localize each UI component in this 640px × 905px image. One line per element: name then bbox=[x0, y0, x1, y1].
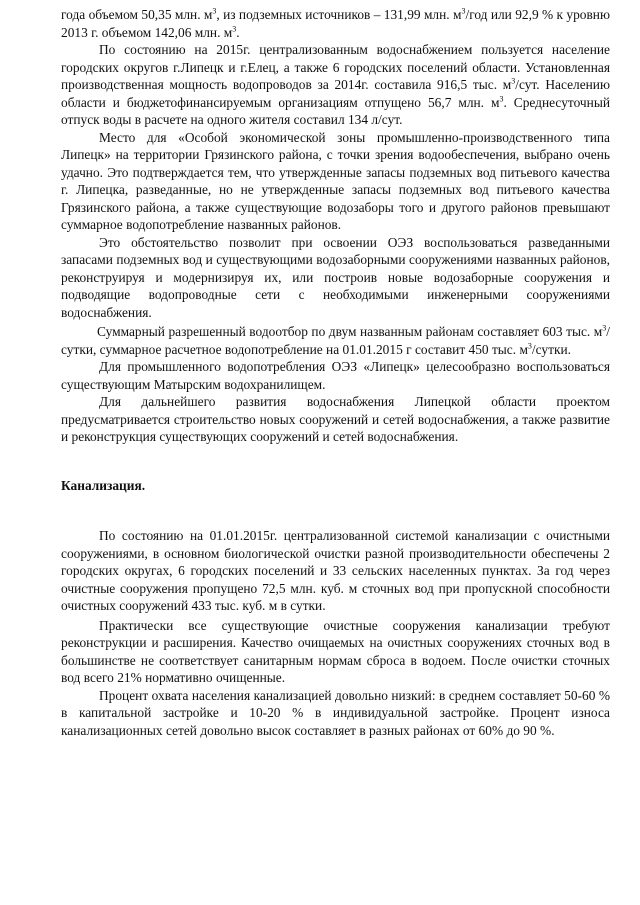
paragraph-sez-reserves: Это обстоятельство позволит при освоении ОЭЗ воспользоваться разведанными запасами подземных вод и существующими водозаборными сооружениями названных районов, реконструируя и модернизируя их, или построив новые водозаборные сооружения и подводящие водопроводные сети с необходимыми инженерными сооружениями водоснабжения. bbox=[61, 234, 610, 320]
paragraph-sewerage-status: По состоянию на 01.01.2015г. централизованной системой канализации с очистными сооружениями, в основном биологической очистки разной производительности обеспечены 2 городских округах, 6 городских поселений и 33 сельских населенных пунктах. За год через очистные сооружения пропущено 72,5 млн. куб. м сточных вод при пропускной способности очистных сооружений 433 тыс. куб. м в сутки. bbox=[61, 528, 610, 613]
document-page bbox=[61, 6, 610, 739]
paragraph-industrial-water: Для промышленного водопотребления ОЭЗ «Липецк» целесообразно воспользоваться существующим Матырским водохранилищем. bbox=[61, 359, 610, 392]
section-heading-sewerage: Канализация. bbox=[61, 477, 146, 493]
paragraph-treatment-plants: Практически все существующие очистные сооружения канализации требуют реконструкции и расширения. Качество очищаемых на очистных сооружениях сточных вод в большинстве не соответствует санитарным нормам сброса в водоем. После очистки сточных вод всего 21% нормативно очищенные. bbox=[61, 617, 610, 685]
paragraph-coverage: Процент охвата населения канализацией довольно низкий: в среднем составляет 50-60 % в капитальной застройке и 10-20 % в индивидуальной застройке. Процент износа канализационных сетей довольно высок составляет в разных районах от 60% до 90 %. bbox=[61, 687, 610, 738]
paragraph-development: Для дальнейшего развития водоснабжения Липецкой области проектом предусматривается строительство новых сооружений и сетей водоснабжения, а также развитие и реконструкция существующих сооружений и сетей водоснабжения. bbox=[61, 394, 610, 444]
paragraph-water-supply-status: По состоянию на 2015г. централизованным водоснабжением пользуется население городских округов г.Липецк и г.Елец, а также 6 городских поселений области. Установленная производственная мощность водопроводов за 2014г. составила 916,5 тыс. $м^3$/сут. Населению области и бюджетофинансируемым организациям отпущено 56,7 млн. $м^3$. Среднесуточный отпуск воды в расчете на одного жителя составил 134 л/сут. bbox=[61, 42, 610, 127]
paragraph-water-volume: года объемом 50,35 млн. $м^3$, из подземных источников – 131,99 млн. $м^3$/год или 92,9 % к уровню 2013 г. объемом 142,06 млн. $м^3$. bbox=[61, 6, 610, 40]
paragraph-sez-location: Место для «Особой экономической зоны промышленно-производственного типа Липецк» на территории Грязинского района, с точки зрения водообеспечения, выбрано очень удачно. Это подтверждается тем, что утвержденные запасы подземных вод питьевого качества г. Липецка, разведанные, но не утвержденные запасы подземных вод питьевого качества Грязинского района, а также существующие водозаборы того и другого районов превышают суммарное водопотребление названных районов. bbox=[61, 129, 610, 232]
paragraph-water-intake-total: Суммарный разрешенный водоотбор по двум названным районам составляет 603 тыс. $м^3$/сутки, суммарное расчетное водопотребление на 01.01.2015 г составит 450 тыс. $м^3$/сутки. bbox=[61, 323, 610, 357]
